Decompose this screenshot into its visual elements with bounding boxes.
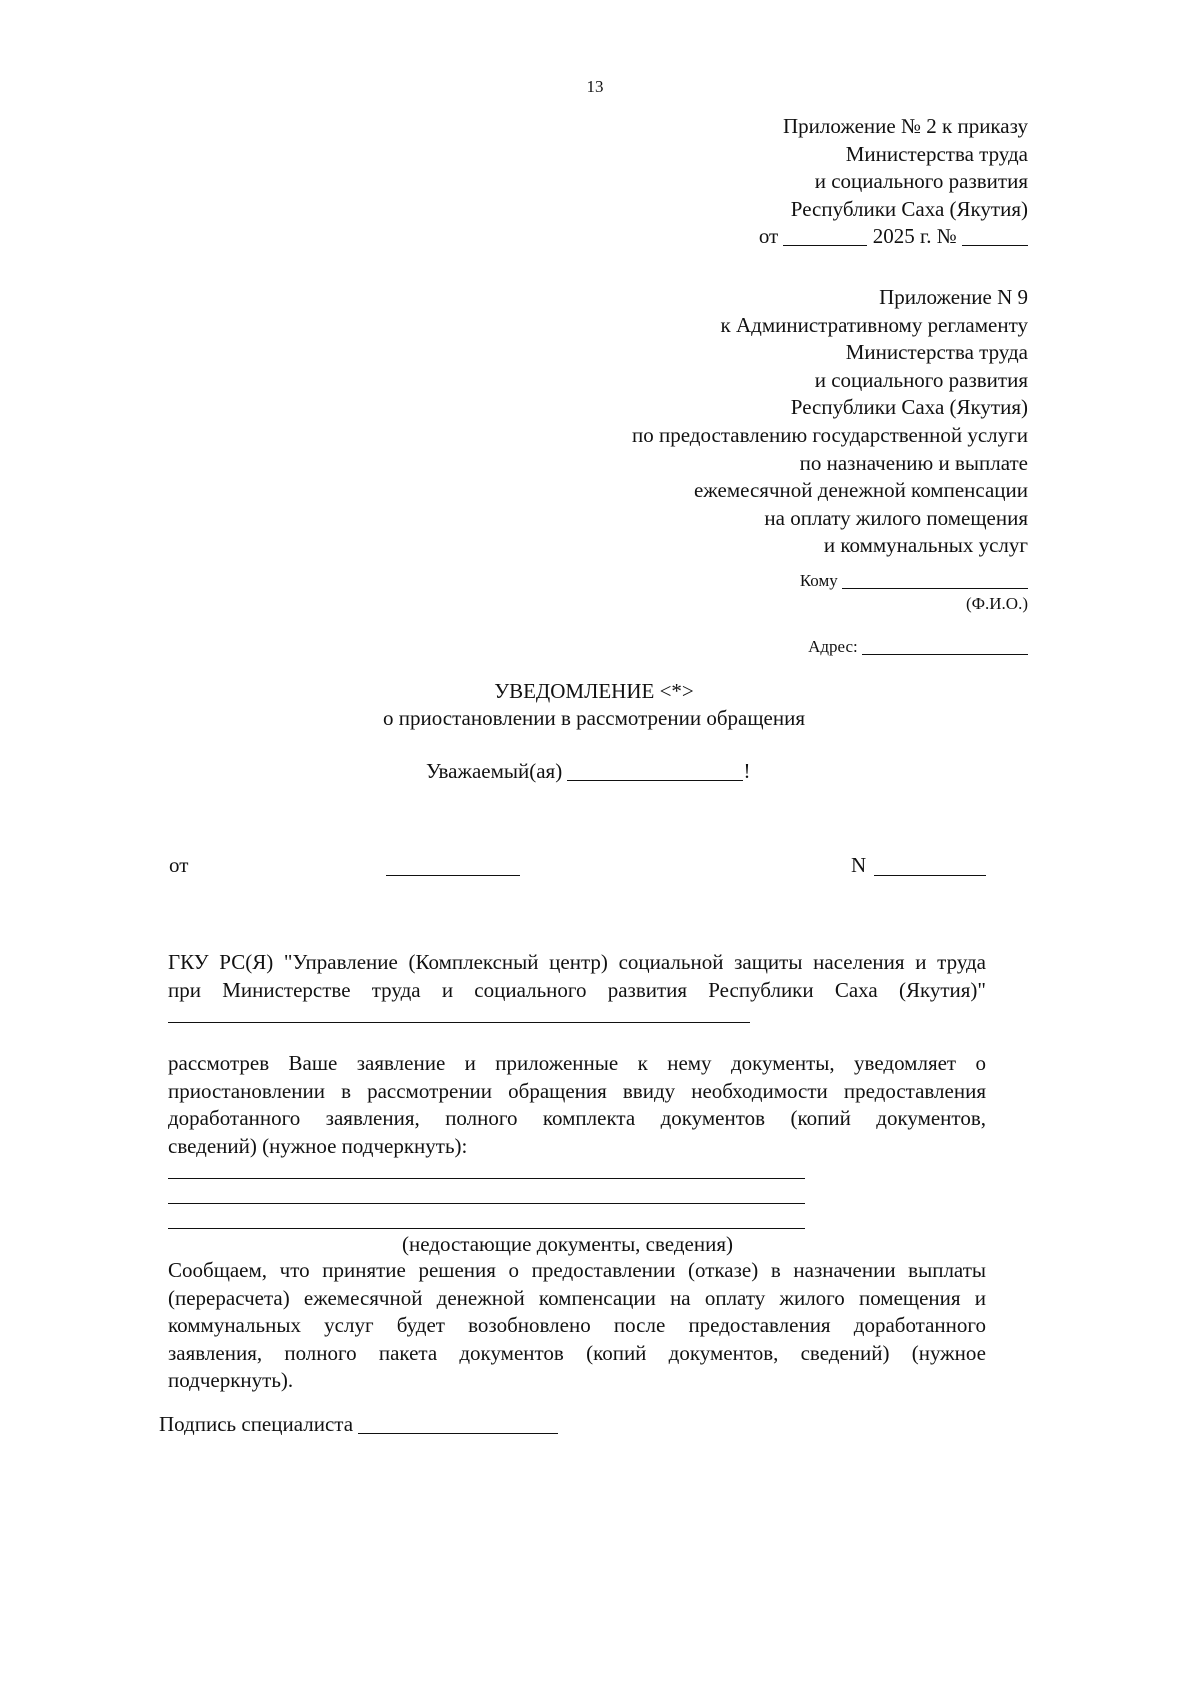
body-line: доработанного заявления, полного комплекта документов (копий документов, [168, 1106, 986, 1131]
organization-block [168, 949, 986, 1004]
organization-line: ГКУ РС(Я) "Управление (Комплексный центр) социальной защиты населения и труда [168, 950, 986, 974]
organization-line: при Министерстве труда и социального развития Республики Саха (Якутия)" [168, 977, 986, 1002]
appendix-9-line: и коммунальных услуг [823, 533, 1028, 558]
signature-blank [358, 1413, 558, 1434]
number-blank-line [874, 875, 986, 876]
fio-caption: (Ф.И.О.) [965, 594, 1028, 613]
appendix-2-line: Министерства труда [845, 141, 1028, 166]
message-line: заявления, полного пакета документов (копий документов, сведений) (нужное [168, 1340, 986, 1365]
missing-docs-line [168, 1178, 805, 1179]
to-label: Кому [799, 571, 838, 590]
appendix-9-line: ежемесячной денежной компенсации [693, 478, 1028, 503]
address-row [700, 636, 1028, 658]
greeting-name-blank [567, 760, 743, 781]
appendix-2-date-line [560, 223, 1028, 251]
date-blank-line [386, 875, 520, 876]
notice-title: УВЕДОМЛЕНИЕ <*> [494, 679, 694, 703]
notice-subtitle: о приостановлении в рассмотрении обращения [383, 706, 805, 730]
greeting-end: ! [743, 759, 751, 783]
page-number: 13 [586, 77, 604, 96]
date-year-number: 2025 г. № [872, 224, 957, 249]
appendix-9-line: Республики Саха (Якутия) [790, 395, 1028, 420]
date-from-label: от [169, 853, 189, 877]
appendix-9-line: по предоставлению государственной услуги [632, 422, 1028, 447]
appendix-2-block [560, 113, 1028, 251]
appendix-2-line: Приложение № 2 к приказу [783, 114, 1028, 138]
missing-docs-line [168, 1203, 805, 1204]
appendix-9-line: и социального развития [814, 367, 1028, 392]
body-line: приостановлении в рассмотрении обращения ввиду необходимости предоставления [168, 1078, 986, 1103]
message-line: (перерасчета) ежемесячной денежной компенсации на оплату жилого помещения и [168, 1285, 986, 1310]
organization-blank-line [168, 1022, 750, 1023]
date-blank [783, 225, 867, 246]
appendix-9-block [500, 284, 1028, 560]
order-number-blank [962, 225, 1028, 246]
message-line: Сообщаем, что принятие решения о предоставлении (отказе) в назначении выплаты [168, 1258, 986, 1282]
address-label: Адрес: [808, 637, 858, 656]
body-line: рассмотрев Ваше заявление и приложенные к нему документы, уведомляет о [168, 1051, 986, 1075]
appendix-2-line: Республики Саха (Якутия) [790, 196, 1028, 221]
missing-docs-caption: (недостающие документы, сведения) [402, 1232, 733, 1256]
appendix-9-line: к Административному регламенту [720, 312, 1028, 337]
appendix-9-line: по назначению и выплате [799, 450, 1028, 475]
appendix-2-line: и социального развития [814, 169, 1028, 194]
message-paragraph [168, 1257, 986, 1395]
signature-label: Подпись специалиста [159, 1412, 354, 1436]
body-paragraph [168, 1050, 986, 1160]
missing-docs-line [168, 1228, 805, 1229]
message-line: подчеркнуть). [168, 1368, 294, 1393]
number-label: N [851, 853, 867, 877]
greeting-text: Уважаемый(ая) [426, 759, 563, 783]
addressee-to-row [700, 570, 1028, 592]
date-prefix: от [758, 224, 779, 249]
appendix-9-line: Приложение N 9 [879, 285, 1028, 309]
appendix-9-line: на оплату жилого помещения [764, 505, 1028, 530]
body-line: сведений) (нужное подчеркнуть): [168, 1133, 468, 1158]
signature-row [159, 1411, 558, 1439]
message-line: коммунальных услуг будет возобновлено после предоставления доработанного [168, 1313, 986, 1338]
appendix-9-line: Министерства труда [845, 340, 1028, 365]
to-blank [842, 571, 1028, 589]
greeting-row [426, 758, 826, 786]
address-blank [862, 637, 1028, 655]
